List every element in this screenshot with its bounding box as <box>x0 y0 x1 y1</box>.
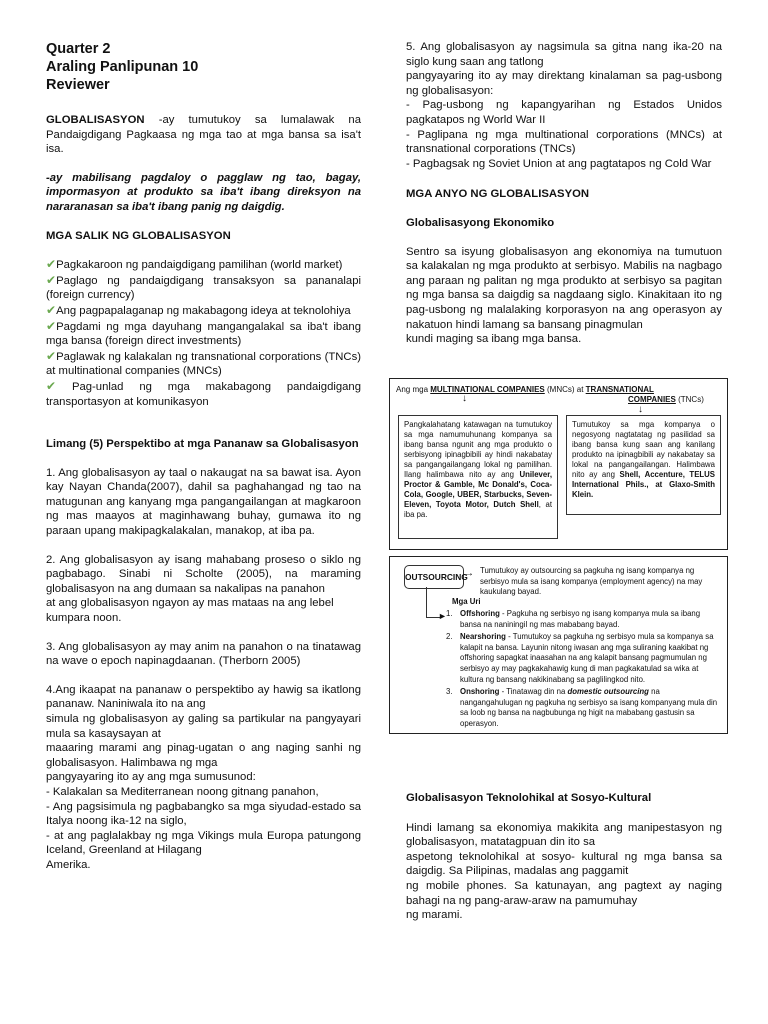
teknolohikal-section <box>406 791 722 923</box>
doc-title-subject: Araling Panlipunan 10 <box>46 59 199 75</box>
check-icon: ✔ <box>46 378 57 393</box>
arrow-down-icon: ↓ <box>462 393 467 404</box>
list-item: ✔Paglago ng pandaigdigang transaksyon sa pananalapi (foreign currency) <box>46 272 361 302</box>
check-icon: ✔ <box>46 257 57 272</box>
perspektibo-4: 4.Ang ikaapat na pananaw o perspektibo ay hawig sa ikatlong pananaw. Naniniwala ito na ang simula ng globalisasyon ay galing sa partikular na pangyayari mula sa kasaysayan at maaaring marami ang pinag-ugatan o ang naging sanhi ng globalisasyon. Halimbawa ng mga pangyayaring ito ay ang mga sumusunod: - Kalakalan sa Mediterranean noong gitnang panahon, - Ang pagsisimula ng pagbabangko sa mga siyudad-estado sa Italya noong ika-12 na siglo, - at ang paglalakbay ng mga Vikings mula Europa patungong Iceland, Greenland at Hilagang Amerika. <box>46 683 361 871</box>
doc-title-quarter: Quarter 2 <box>46 41 111 57</box>
list-item: ✔Paglawak ng kalakalan ng transnational corporations (TNCs) at multinational companies (MNCs) <box>46 348 361 378</box>
arrow-down-icon: ↓ <box>638 404 643 415</box>
ekonomiko-paragraph: Sentro sa isyung globalisasyon ang ekonomiya na tumutuon sa kalakalan ng mga produkto at serbisyo. Mabilis na nagbago ang paraan ng palitan ng mga produkto at serbisyo sa pagitan ng mga bansa sa daigdig sa nagdaang siglo. Kinakitaan ito ng pag-usbong ng malalaking korporasyon na ang operasyon ay nakatuon hindi lamang sa bansang pinagmulan kundi maging sa ibang mga bansa. <box>406 245 722 346</box>
list-item: ✔Pagdami ng mga dayuhang mangangalakal sa iba't ibang mga bansa (foreign direct investments) <box>46 318 361 348</box>
outsourcing-figure <box>389 556 728 734</box>
arrow-right-icon: ► <box>438 611 447 621</box>
outsourcing-label: OUTSOURCING <box>404 565 464 589</box>
perspektibo-3: 3. Ang globalisasyon ay may anim na panahon o na tinatawag na wave o epoch napinagdaanan. (Therborn 2005) <box>46 640 361 668</box>
mnc-description-box: Pangkalahatang katawagan na tumutukoy sa mga namumuhunang kompanya sa ibang bansa ngunit ang mga produkto o serbisyong ipinagbibili ay hindi nakabatay sa pangangailangang lokal ng pamilihan. Ilang halimbawa nito ay ang Unilever, Proctor & Gamble, Mc Donald's, Coca-Cola, Google, UBER, Starbucks, Seven-Eleven, Toyota Motor, Dutch Shell, at iba pa. <box>398 415 558 539</box>
ekonomiko-heading: Globalisasyong Ekonomiko <box>406 216 555 229</box>
list-item: ✔Pagkakaroon ng pandaigdigang pamilihan (world market) <box>46 257 343 272</box>
perspektibo-1: 1. Ang globalisasyon ay taal o nakaugat na sa bawat isa. Ayon kay Nayan Chanda(2007), dahil sa paghahangad ng tao na matugunan ang kanyang mga pangangailangan at magkaroon ng mas maayos at maginhawang buhay, gumawa ito ng paraan upang makipagkalakalan, manakop, at iba pa. <box>46 466 361 538</box>
perspektibo-heading: Limang (5) Perspektibo at mga Pananaw sa Globalisasyon <box>46 438 359 451</box>
intro-term: GLOBALISASYON <box>46 114 145 126</box>
left-column <box>46 40 361 873</box>
intro-definition <box>46 113 361 157</box>
arrow-right-icon: → <box>464 568 474 579</box>
check-icon: ✔ <box>46 318 57 333</box>
mnc-tnc-figure <box>389 378 728 550</box>
right-column <box>406 40 722 347</box>
teknolohikal-heading: Globalisasyon Teknolohikal at Sosyo-Kultural <box>406 792 652 804</box>
salik-list <box>46 257 361 409</box>
intro-emphasis: -ay mabilisang pagdaloy o pagglaw ng tao, bagay, impormasyon at produkto sa iba't ibang direksyon na nararanasan sa iba't ibang panig ng daigdig. <box>46 171 361 213</box>
check-icon: ✔ <box>46 302 57 317</box>
list-item: ✔ Pag-unlad ng mga makabagong pandaigdigang transportasyon at komunikasyon <box>46 378 361 408</box>
list-item: 1. Offshoring - Pagkuha ng serbisyo ng isang kompanya mula sa ibang bansa na naniningil ng mas mababang bayad. <box>446 609 701 629</box>
anyo-heading: MGA ANYO NG GLOBALISASYON <box>406 188 590 201</box>
perspektibo-5: 5. Ang globalisasyon ay nagsimula sa gitna nang ika-20 na siglo kung saan ang tatlong pangyayaring ito ay may direktang kinalaman sa pag-usbong ng globalisasyon: - Pag-usbong ng kapangyarihan ng Estados Unidos pagkatapos ng World War II - Paglipana ng mga multinational corporations (MNCs) at transnational corporations (TNCs) - Pagbagsak ng Soviet Union at ang pagtatapos ng Cold War <box>406 41 722 170</box>
figure-caption: Ang mga MULTINATIONAL COMPANIES (MNCs) at TRANSNATIONAL COMPANIES (TNCs) <box>396 385 704 404</box>
outsourcing-definition: Tumutukoy ay outsourcing sa pagkuha ng isang kompanya ng serbisyo mula sa isang kompanya (employment agency) na may kaukulang bayad. <box>480 566 703 597</box>
list-item: 2. Nearshoring - Tumutukoy sa pagkuha ng serbisyo mula sa kompanya sa kalapit na bansa. Layunin nitong iwasan ang mga suliraning kaakibat ng offshoring sapagkat inaasahan na ang kalapit bansang pagmumulan ng serbisyo ay may pagkakahawig kung di man pagkakatulad sa wika at kultura ng bansang nakikinabang sa paglilingkod nito. <box>446 632 714 684</box>
salik-heading: MGA SALIK NG GLOBALISASYON <box>46 229 231 242</box>
doc-title-reviewer: Reviewer <box>46 77 110 93</box>
teknolohikal-paragraph: Hindi lamang sa ekonomiya makikita ang manipestasyon ng globalisasyon, matatagpuan din ito sa aspetong teknolohikal at sosyo- kultural ng mga bansa sa daigdig. Sa Pilipinas, madalas ang paggamit ng mobile phones. Sa katunayan, ang pagtext ay naging bahagi na ng pang-araw-araw na pamumuhay ng marami. <box>406 821 722 922</box>
list-item: ✔Ang pagpapalaganap ng makabagong ideya at teknolohiya <box>46 302 351 317</box>
check-icon: ✔ <box>46 272 57 287</box>
list-item: 3. Onshoring - Tinatawag din na domestic outsourcing na nangangahulugan ng pagkuha ng serbisyo sa isang kompanyang mula din sa loob ng bansa na nagbubunga ng higit na mababang gastusin sa operasyon. <box>446 687 718 728</box>
mga-uri-label: Mga Uri <box>452 597 481 606</box>
check-icon: ✔ <box>46 348 57 363</box>
perspektibo-2: 2. Ang globalisasyon ay isang mahabang proseso o siklo ng pagbabago. Sinabi ni Scholte (2005), na maraming globalisasyon na ang dumaan sa nakalipas na panahon at ang globalisasyon ngayon ay mas mataas na ang lebel kumpara noon. <box>46 553 361 625</box>
tnc-description-box: Tumutukoy sa mga kompanya o negosyong nagtatatag ng pasilidad sa ibang bansa kung saan ang kanilang produkto na ipinagbibili ay nakabatay sa lokal na pangangailangan. Halimbawa nito ay ang Shell, Accenture, TELUS International Phils., at Glaxo-Smith Klein. <box>566 415 721 515</box>
outsourcing-types <box>446 609 718 732</box>
intro-def-text: -ay tumutukoy sa lumalawak na Pandaigdigang Pagkaasa ng mga tao at mga bansa sa isa't isa. <box>46 114 361 156</box>
